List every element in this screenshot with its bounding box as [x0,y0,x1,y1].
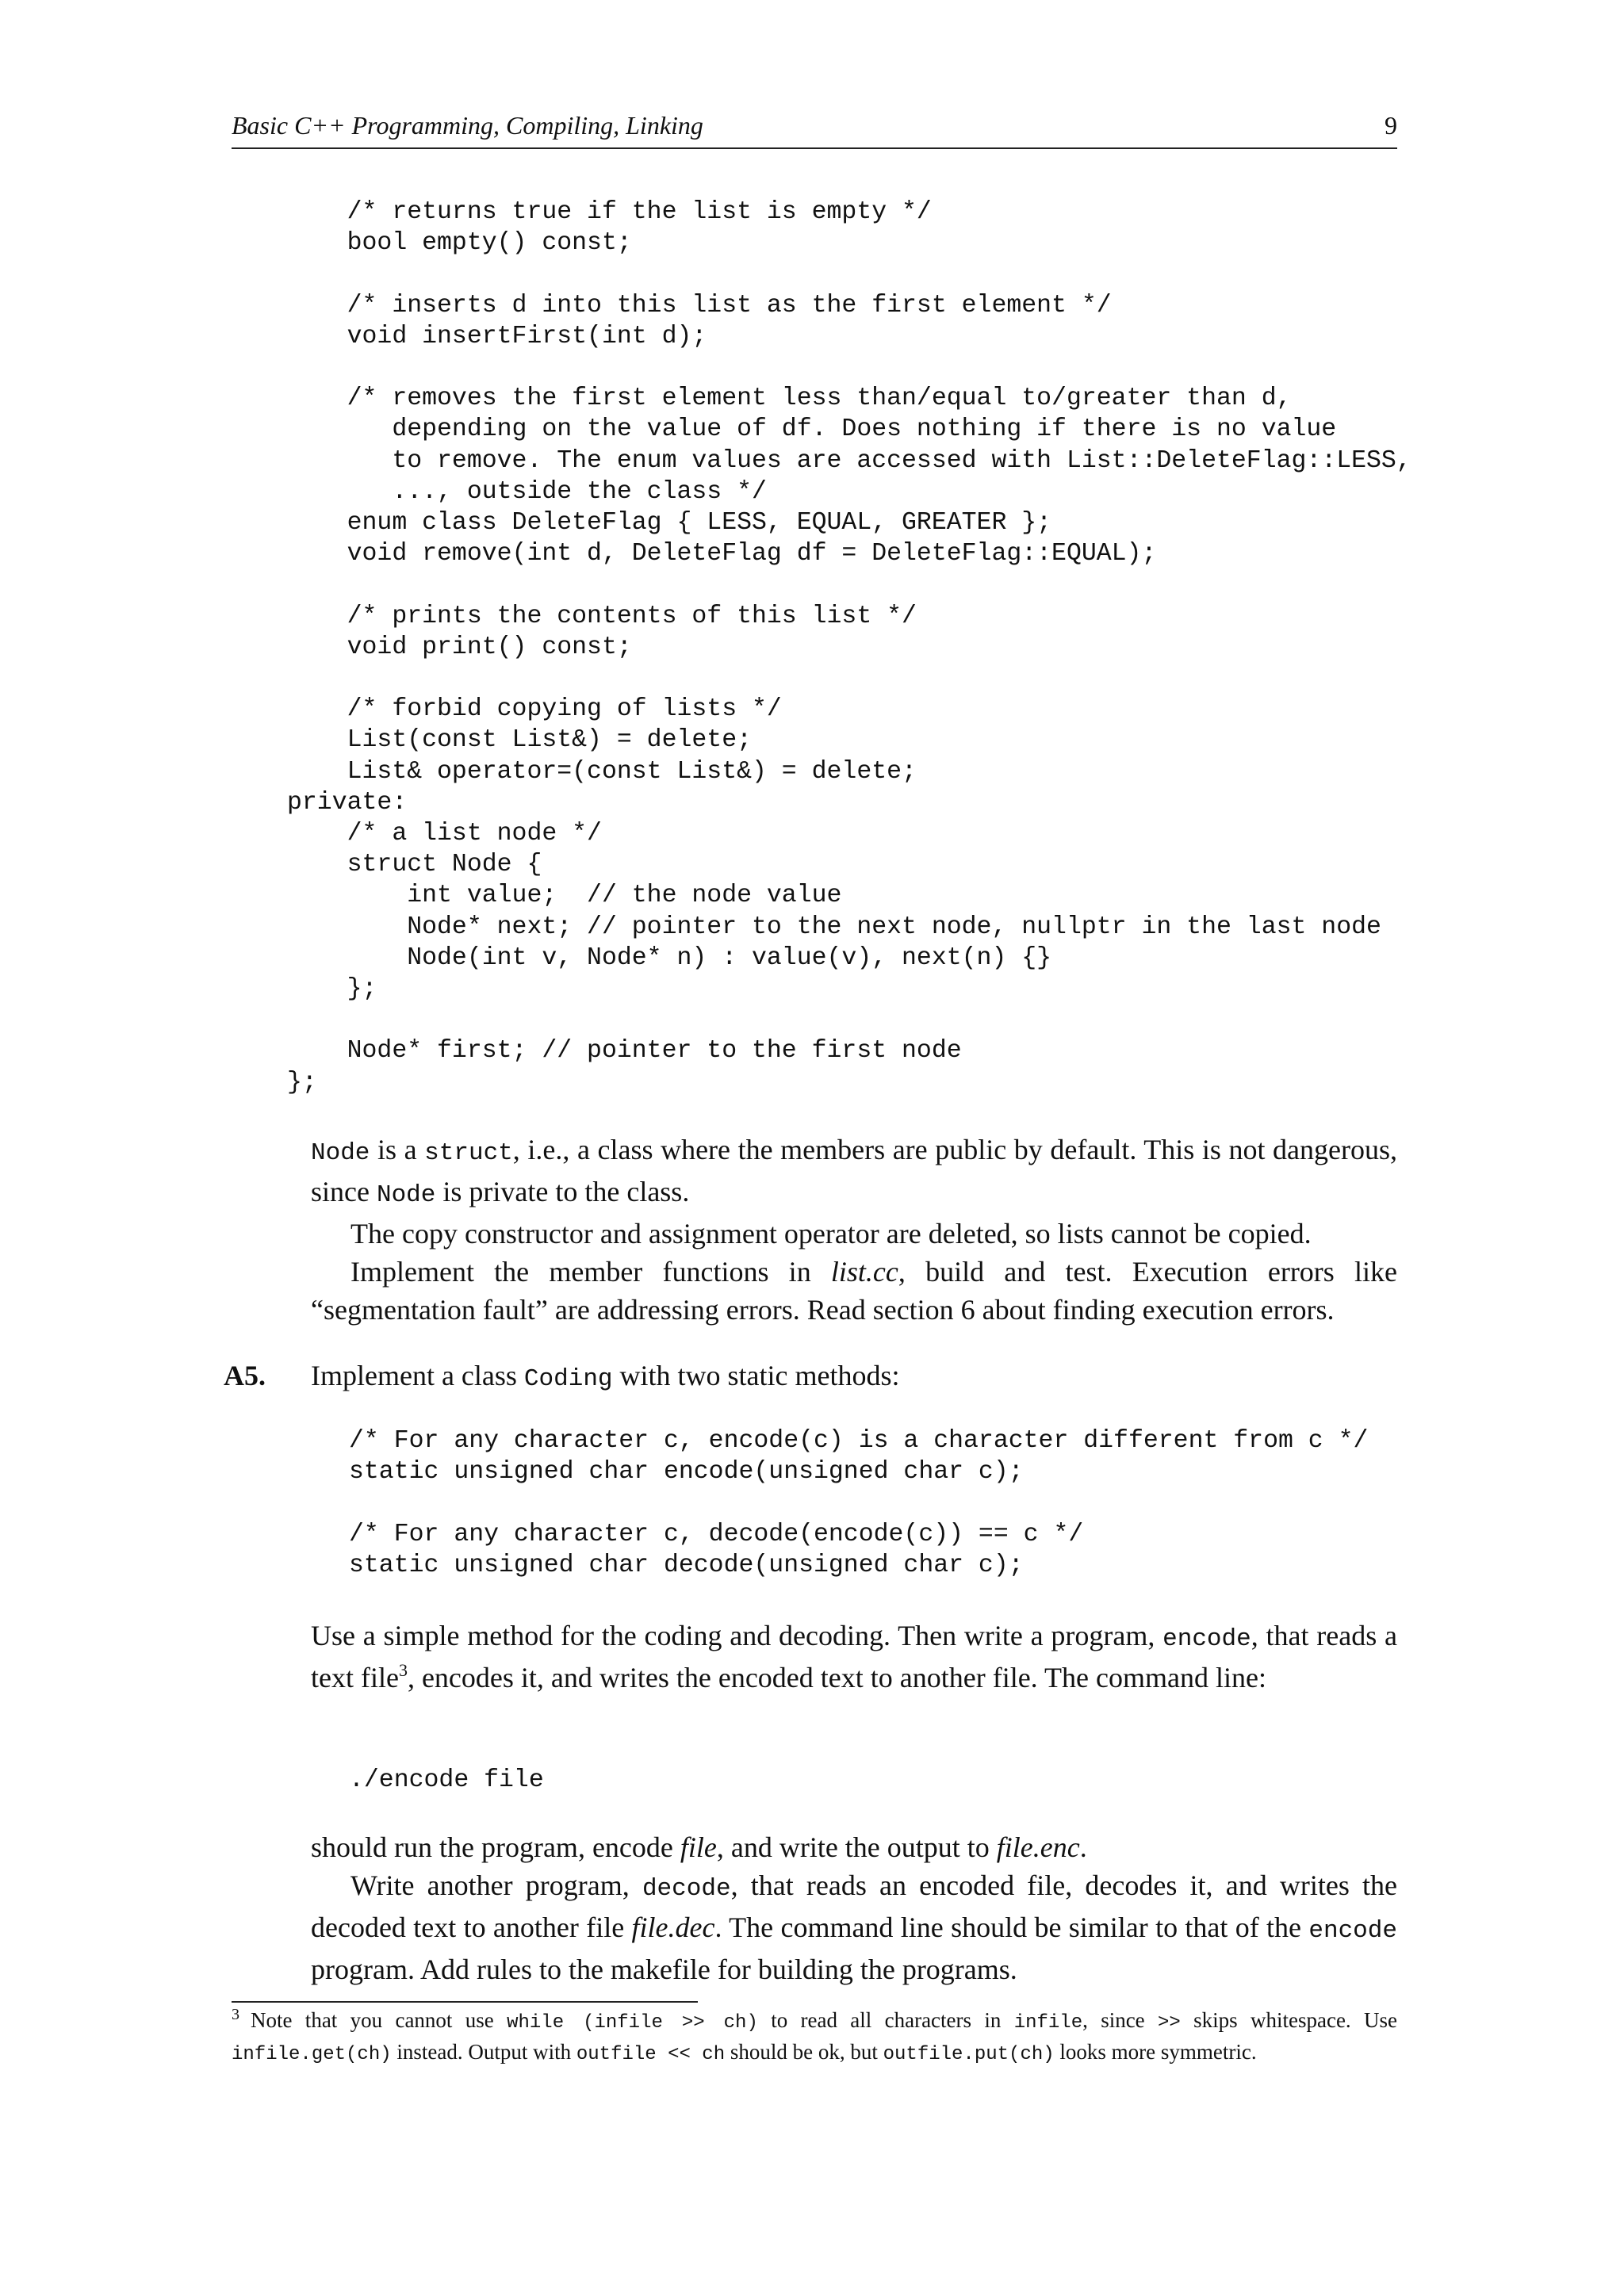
inline-code: infile [1013,2012,1083,2034]
code-block-coding-methods: /* For any character c, encode(c) is a character different from c */ static unsigned char encode(unsigned char c); /* For any character c, decode(encode(c)) == c */ static unsigned char decode(unsigned char c); [349,1427,1369,1579]
filename: file.dec [631,1911,715,1943]
text-run: Implement the member functions in [350,1256,831,1288]
text-run: Implement a class [311,1360,524,1391]
text-run: , that reads an encoded file, decodes it, and writes the decoded text to another file [311,1869,1397,1943]
text-run: looks more symmetric. [1054,2040,1257,2064]
footnote-divider [232,2001,698,2003]
filename: list.cc [830,1256,898,1288]
text-run: to read all characters in [757,2008,1014,2032]
text-run: . The command line should be similar to that of the [714,1911,1309,1943]
text-run: should be ok, but [725,2040,883,2064]
text-run: is private to the class. [435,1176,690,1207]
paragraph-decode [311,1866,1397,1988]
text-run: , build and test. Execution errors like “segmentation fault” are addressing errors. Read section 6 about finding execution errors. [311,1256,1397,1326]
inline-code: outfile << ch [576,2044,726,2065]
paragraph-group-list [311,1131,1397,1329]
running-header [232,109,1397,149]
text-run: is a [370,1134,425,1165]
text-run: Note that you cannot use [251,2008,508,2032]
exercise-a5-heading [224,1357,1397,1399]
text-run: . [1079,1831,1087,1863]
inline-code: >> [1158,2012,1181,2034]
paragraph-simple-method [311,1617,1397,1697]
code-block-list-class: /* returns true if the list is empty */ bool empty() const; /* inserts d into this list as the first element */ void insertFirst(int d); /* removes the first element less than/equal to/greater than d, depending on the value of df. Does nothing if there is no value to remove. The enum values are accessed with List::DeleteFlag::LESS, ..., outside the class */ enum class DeleteFlag { LESS, EQUAL, GREATER }; void remove(int d, DeleteFlag df = DeleteFlag::EQUAL); /* prints the contents of this list */ void print() const; /* forbid copying of lists */ List(const List&) = delete; List& operator=(const List&) = delete; private: /* a list node */ struct Node { int value; // the node value Node* next; // pointer to the next node, nullptr in the last node Node(int v, Node* n) : value(v), next(n) {} }; Node* first; // pointer to the first node }; [287,198,1411,1096]
text-run: skips whitespace. Use [1180,2008,1397,2032]
paragraph-group-encode [311,1828,1397,1988]
text-run: instead. Output with [391,2040,576,2064]
header-title: Basic C++ Programming, Compiling, Linking [232,111,703,140]
text-run: Use a simple method for the coding and decoding. Then write a program, [311,1620,1163,1651]
footnote-ref[interactable]: 3 [398,1660,408,1680]
code-block-command: ./encode file [349,1766,544,1794]
text-run: , i.e., a class where the members are public by default. This is not dangerous, since [311,1134,1397,1207]
inline-code: infile.get(ch) [232,2044,392,2065]
footnote-mark: 3 [232,2006,239,2023]
text-run: program. Add rules to the makefile for building the programs. [311,1954,1017,1985]
inline-code: Coding [523,1365,613,1393]
inline-code: outfile.put(ch) [883,2044,1055,2065]
text-run: , encodes it, and writes the encoded text to another file. The command line: [407,1662,1266,1693]
text-run: with two static methods: [612,1360,900,1391]
inline-code: Node [376,1181,436,1209]
text-run: , that reads a text file [311,1620,1397,1693]
text-run: should run the program, encode [311,1831,680,1863]
text-run: , and write the output to [716,1831,997,1863]
paragraph-copy: The copy constructor and assignment operator are deleted, so lists cannot be copied. [350,1218,1312,1249]
filename: file [680,1831,717,1863]
paragraph-implement [311,1253,1397,1329]
inline-code: struct [424,1139,513,1167]
text-run: Write another program, [350,1869,642,1901]
paragraph-should-run [311,1828,1397,1866]
footnote [232,2006,1397,2069]
inline-code: decode [642,1875,731,1903]
inline-code: encode [1162,1625,1251,1653]
page-number: 9 [1385,111,1397,140]
inline-code: while (infile >> ch) [507,2012,758,2034]
paragraph-node-struct [311,1131,1397,1215]
inline-code: encode [1308,1917,1397,1945]
exercise-label: A5. [224,1360,266,1391]
filename: file.enc [996,1831,1080,1863]
text-run: , since [1082,2008,1158,2032]
inline-code: Node [311,1139,370,1167]
